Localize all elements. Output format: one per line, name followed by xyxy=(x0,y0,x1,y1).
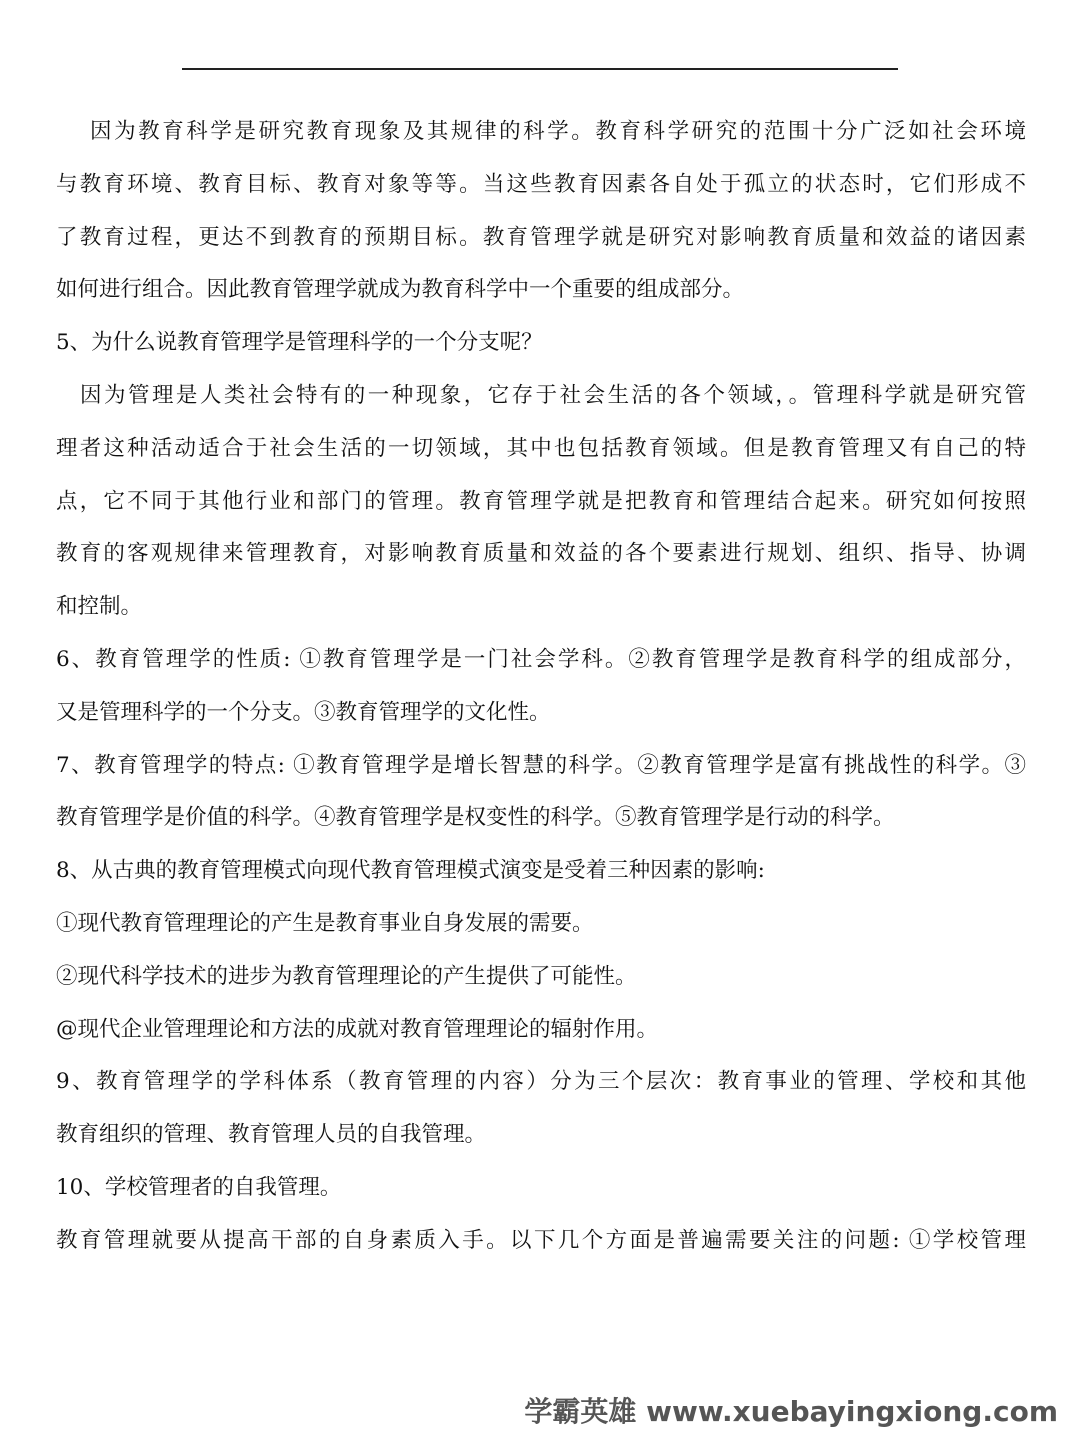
text-line: 与教育环境、教育目标、教育对象等等。当这些教育因素各自处于孤立的状态时，它们形成不 xyxy=(56,171,1026,197)
text-line: 8、从古典的教育管理模式向现代教育管理模式演变是受着三种因素的影响: xyxy=(56,858,765,884)
text-line: 教育组织的管理、教育管理人员的自我管理。 xyxy=(56,1122,487,1148)
paragraph-q8-item-3 xyxy=(56,1004,1026,1057)
text-line: 教育管理学是价值的科学。④教育管理学是权变性的科学。⑤教育管理学是行动的科学。 xyxy=(56,805,895,831)
text-line: 如何进行组合。因此教育管理学就成为教育科学中一个重要的组成部分。 xyxy=(56,277,745,303)
paragraph-p-education-science-reason xyxy=(56,106,1026,317)
text-line: 5、为什么说教育管理学是管理科学的一个分支呢？ xyxy=(56,330,543,356)
text-line: 理者这种活动适合于社会生活的一切领域，其中也包括教育领域。但是教育管理又有自己的特 xyxy=(56,435,1026,461)
text-line: 7、教育管理学的特点: ①教育管理学是增长智慧的科学。②教育管理学是富有挑战性的科学。③ xyxy=(56,752,1026,778)
text-line: 教育的客观规律来管理教育，对影响教育质量和效益的各个要素进行规划、组织、指导、协调 xyxy=(56,541,1026,567)
text-line: ②现代科学技术的进步为教育管理理论的产生提供了可能性。 xyxy=(56,963,637,989)
document-body xyxy=(56,106,1026,1268)
paragraph-q8 xyxy=(56,845,1026,898)
text-line: ①现代教育管理理论的产生是教育事业自身发展的需要。 xyxy=(56,910,594,936)
paragraph-q5-answer xyxy=(56,370,1026,634)
text-line: 因为教育科学是研究教育现象及其规律的科学。教育科学研究的范围十分广泛如社会环境 xyxy=(90,119,1026,144)
text-line: 和控制。 xyxy=(56,594,143,620)
text-line: @现代企业管理理论和方法的成就对教育管理理论的辐射作用。 xyxy=(56,1016,659,1042)
text-line: 9、教育管理学的学科体系（教育管理的内容）分为三个层次：教育事业的管理、学校和其他 xyxy=(56,1069,1026,1095)
text-line: 了教育过程，更达不到教育的预期目标。教育管理学就是研究对影响教育质量和效益的诸因素 xyxy=(56,224,1026,250)
paragraph-q5-heading xyxy=(56,317,1026,370)
paragraph-q9 xyxy=(56,1056,1026,1162)
paragraph-q10-answer xyxy=(56,1215,1026,1268)
text-line: 教育管理就要从提高干部的自身素质入手。以下几个方面是普遍需要关注的问题: ①学校管理 xyxy=(56,1227,1026,1253)
paragraph-q7 xyxy=(56,740,1026,846)
site-watermark: 学霸英雄 www.xuebayingxiong.com xyxy=(524,1395,1058,1428)
text-line: 又是管理科学的一个分支。③教育管理学的文化性。 xyxy=(56,699,551,725)
text-line: 6、教育管理学的性质: ①教育管理学是一门社会学科。②教育管理学是教育科学的组成部分， xyxy=(56,646,1026,672)
paragraph-q6 xyxy=(56,634,1026,740)
text-line: 10、学校管理者的自我管理。 xyxy=(56,1174,342,1200)
text-line: 因为管理是人类社会特有的一种现象，它存于社会生活的各个领域，。管理科学就是研究管 xyxy=(80,382,1026,408)
paragraph-q10-heading xyxy=(56,1162,1026,1215)
paragraph-q8-item-2 xyxy=(56,951,1026,1004)
text-line: 点，它不同于其他行业和部门的管理。教育管理学就是把教育和管理结合起来。研究如何按照 xyxy=(56,488,1026,514)
header-rule xyxy=(182,68,898,70)
paragraph-q8-item-1 xyxy=(56,898,1026,951)
